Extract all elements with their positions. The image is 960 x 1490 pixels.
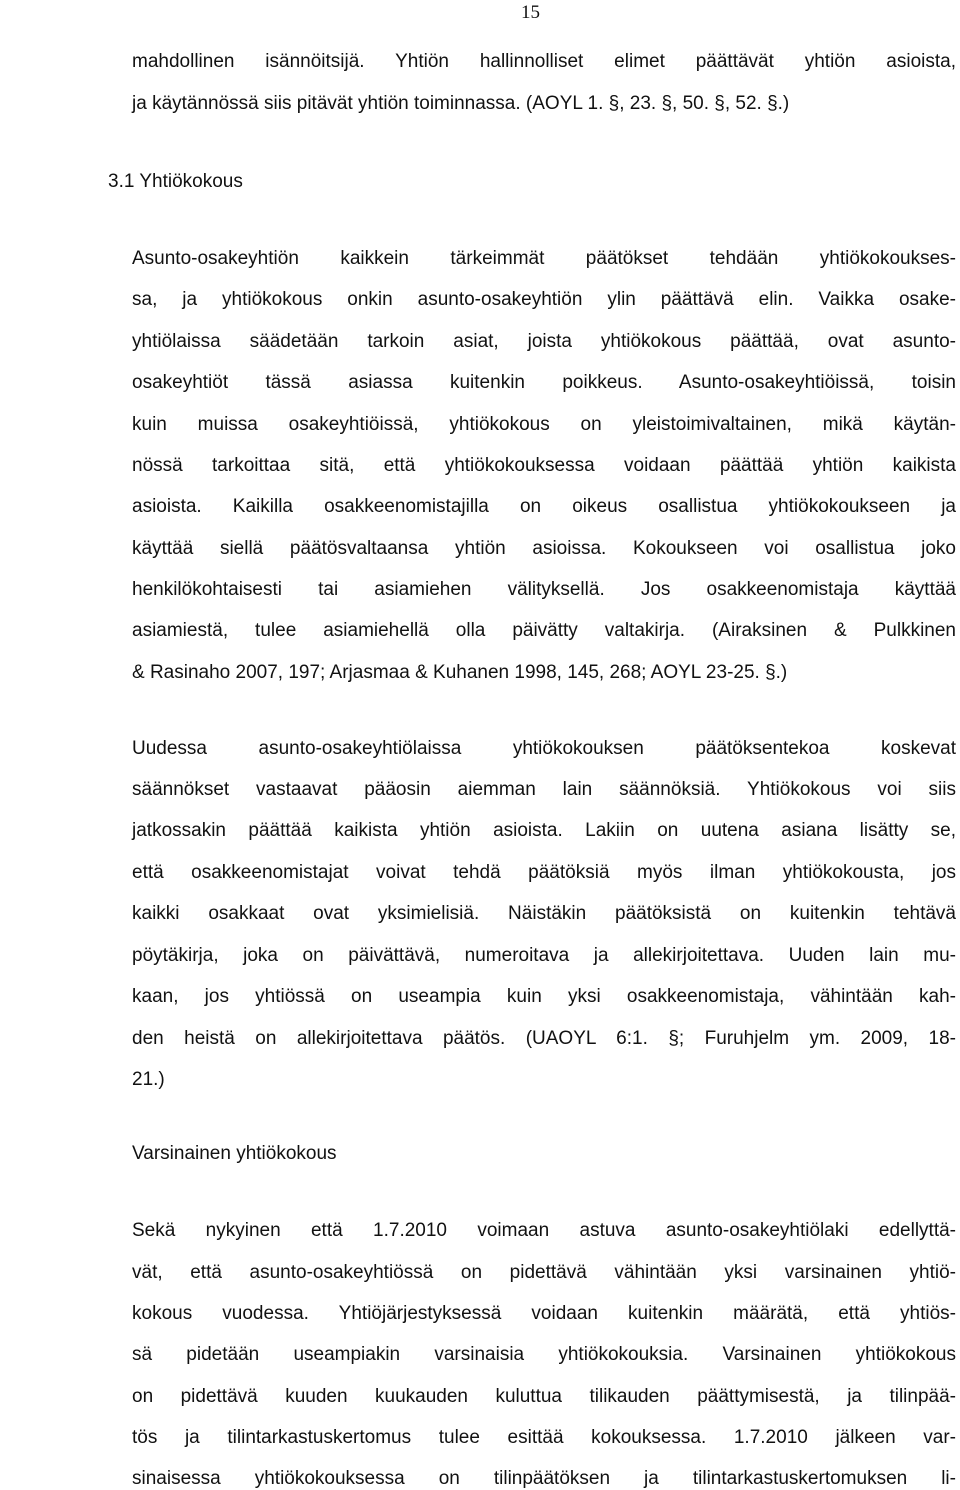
text-line: käyttää siellä päätösvaltaansa yhtiön asioissa. Kokoukseen voi osallistua joko (132, 538, 956, 559)
text-line: sä pidetään useampiakin varsinaisia yhtiökokouksia. Varsinainen yhtiökokous (132, 1344, 956, 1365)
text-line: jatkossakin päättää kaikista yhtiön asioista. Lakiin on uutena asiana lisätty se, (132, 820, 956, 841)
subheading: Varsinainen yhtiökokous (132, 1143, 337, 1164)
text-line: Uudessa asunto-osakeyhtiölaissa yhtiökokouksen päätöksentekoa koskevat (132, 738, 956, 759)
text-line: Asunto-osakeyhtiön kaikkein tärkeimmät päätökset tehdään yhtiökokoukses- (132, 248, 956, 269)
text-line: henkilökohtaisesti tai asiamiehen välityksellä. Jos osakkeenomistaja käyttää (132, 579, 956, 600)
text-line: säännökset vastaavat pääosin aiemman lain säännöksiä. Yhtiökokous voi siis (132, 779, 956, 800)
text-line: että osakkeenomistajat voivat tehdä päätöksiä myös ilman yhtiökokousta, jos (132, 862, 956, 883)
text-line: yhtiölaissa säädetään tarkoin asiat, joista yhtiökokous päättää, ovat asunto- (132, 331, 956, 352)
text-line: & Rasinaho 2007, 197; Arjasmaa & Kuhanen 1998, 145, 268; AOYL 23-25. §.) (132, 662, 788, 683)
text-line: 21.) (132, 1069, 165, 1090)
page-number: 15 (521, 2, 540, 23)
text-line: pöytäkirja, joka on päivättävä, numeroitava ja allekirjoitettava. Uuden lain mu- (132, 945, 956, 966)
text-line: sa, ja yhtiökokous onkin asunto-osakeyhtiön ylin päättävä elin. Vaikka osake- (132, 289, 956, 310)
text-line: nössä tarkoittaa sitä, että yhtiökokouksessa voidaan päättää yhtiön kaikista (132, 455, 956, 476)
text-line: mahdollinen isännöitsijä. Yhtiön hallinnolliset elimet päättävät yhtiön asioista, (132, 51, 956, 72)
text-line: on pidettävä kuuden kuukauden kuluttua tilikauden päättymisestä, ja tilinpää- (132, 1386, 956, 1407)
text-line: kaan, jos yhtiössä on useampia kuin yksi osakkeenomistaja, vähintään kah- (132, 986, 956, 1007)
text-line: sinaisessa yhtiökokouksessa on tilinpäätöksen ja tilintarkastuskertomuksen li- (132, 1468, 956, 1489)
text-line: osakeyhtiöt tässä asiassa kuitenkin poikkeus. Asunto-osakeyhtiöissä, toisin (132, 372, 956, 393)
text-line: tös ja tilintarkastuskertomus tulee esittää kokouksessa. 1.7.2010 jälkeen var- (132, 1427, 956, 1448)
text-line: kuin muissa osakeyhtiöissä, yhtiökokous on yleistoimivaltainen, mikä käytän- (132, 414, 956, 435)
text-line: Sekä nykyinen että 1.7.2010 voimaan astuva asunto-osakeyhtiölaki edellyttä- (132, 1220, 956, 1241)
text-line: ja käytännössä siis pitävät yhtiön toiminnassa. (AOYL 1. §, 23. §, 50. §, 52. §.) (132, 93, 790, 114)
text-line: vät, että asunto-osakeyhtiössä on pidettävä vähintään yksi varsinainen yhtiö- (132, 1262, 956, 1283)
section-heading: 3.1 Yhtiökokous (108, 171, 243, 192)
text-line: den heistä on allekirjoitettava päätös. (UAOYL 6:1. §; Furuhjelm ym. 2009, 18- (132, 1028, 956, 1049)
text-line: kokous vuodessa. Yhtiöjärjestyksessä voidaan kuitenkin määrätä, että yhtiös- (132, 1303, 956, 1324)
text-line: kaikki osakkaat ovat yksimielisiä. Näistäkin päätöksistä on kuitenkin tehtävä (132, 903, 956, 924)
text-line: asioista. Kaikilla osakkeenomistajilla on oikeus osallistua yhtiökokoukseen ja (132, 496, 956, 517)
text-line: asiamiestä, tulee asiamiehellä olla päivätty valtakirja. (Airaksinen & Pulkkinen (132, 620, 956, 641)
